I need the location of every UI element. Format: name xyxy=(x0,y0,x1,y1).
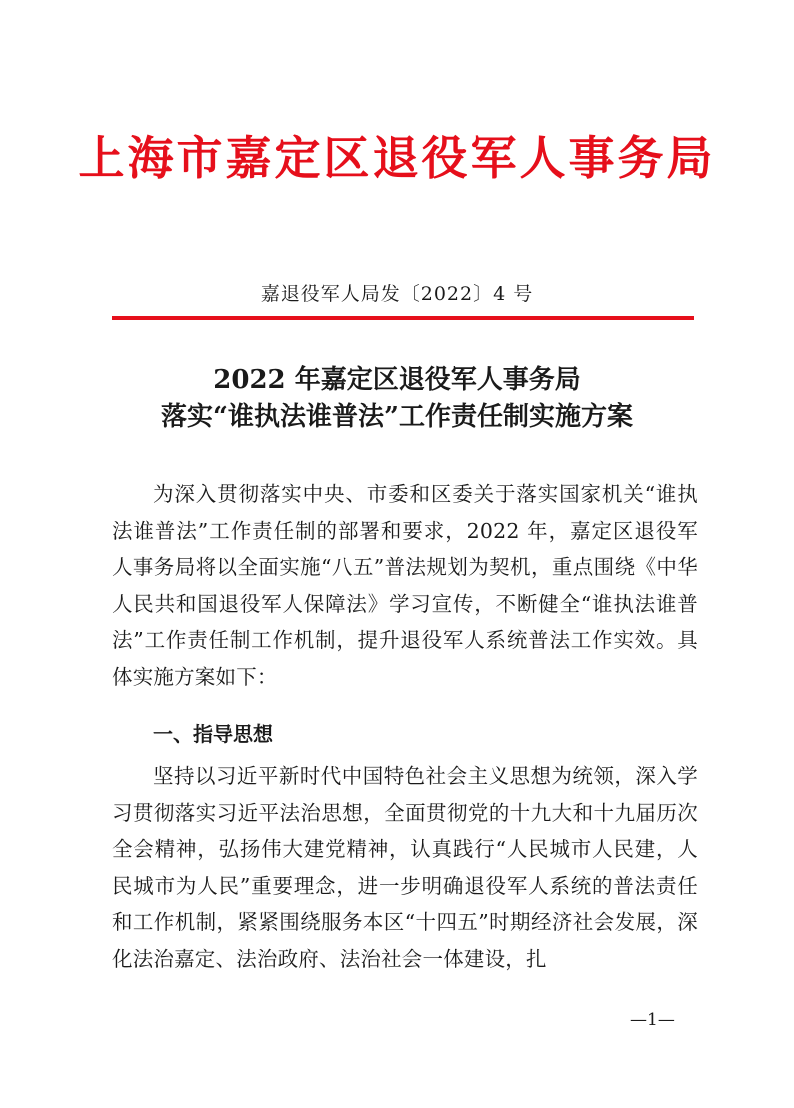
document-title-line-2: 落实“谁执法谁普法”工作责任制实施方案 xyxy=(161,402,633,432)
document-number: 嘉退役军人局发〔2022〕4 号 xyxy=(260,283,534,305)
page-number: —1— xyxy=(630,1010,675,1030)
issuer-header: 上海市嘉定区退役军人事务局 xyxy=(78,131,716,185)
intro-paragraph: 为深入贯彻落实中央、市委和区委关于落实国家机关“谁执法谁普法”工作责任制的部署和要求，2022 年，嘉定区退役军人事务局将以全面实施“八五”普法规划为契机，重点围绕《中华人民共和国退役军人保障法》学习宣传，不断健全“谁执法谁普法”工作责任制工作机制，提升退役军人系统普法工作实效。具体实施方案如下： xyxy=(112,482,698,689)
red-divider-line xyxy=(112,316,694,320)
document-title-line-1: 2022 年嘉定区退役军人事务局 xyxy=(213,365,581,395)
section-heading-guiding-ideology: 一、指导思想 xyxy=(153,722,273,746)
guiding-ideology-paragraph: 坚持以习近平新时代中国特色社会主义思想为统领，深入学习贯彻落实习近平法治思想，全面贯彻党的十九大和十九届历次全会精神，弘扬伟大建党精神，认真践行“人民城市人民建，人民城市为人民”重要理念，进一步明确退役军人系统的普法责任和工作机制，紧紧围绕服务本区“十四五”时期经济社会发展，深化法治嘉定、法治政府、法治社会一体建设，扎 xyxy=(112,764,698,971)
